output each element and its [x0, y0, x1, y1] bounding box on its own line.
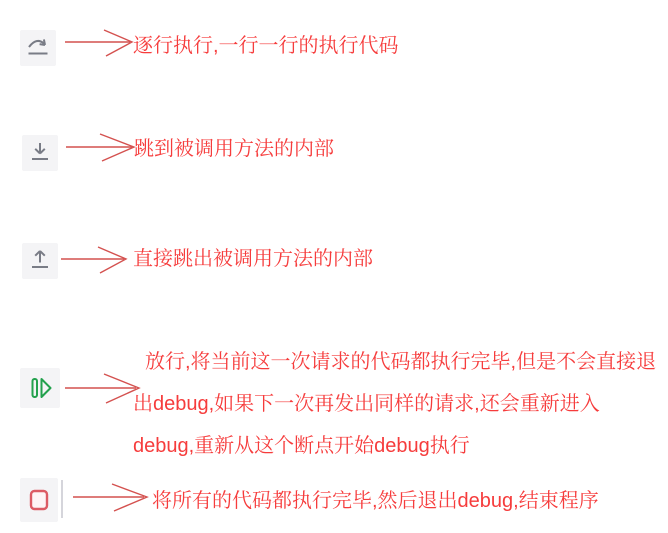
stop-label: 将所有的代码都执行完毕,然后退出debug,结束程序: [152, 490, 599, 512]
annotation-arrow: [62, 23, 138, 61]
stop-button[interactable]: [20, 478, 58, 522]
resume-icon: [20, 368, 60, 408]
annotation-arrow: [62, 128, 142, 166]
step-over-button[interactable]: [20, 30, 56, 66]
step-out-button[interactable]: [22, 243, 58, 279]
toolbar-divider: [61, 480, 63, 518]
resume-label-line-3: debug,重新从这个断点开始debug执行: [133, 435, 470, 457]
resume-label-line-1: 放行,将当前这一次请求的代码都执行完毕,但是不会直接退: [145, 351, 657, 373]
step-over-icon: [20, 30, 56, 66]
step-into-button[interactable]: [22, 135, 58, 171]
annotation-arrow: [70, 478, 154, 516]
step-over-label: 逐行执行,一行一行的执行代码: [133, 35, 399, 57]
step-out-label: 直接跳出被调用方法的内部: [133, 248, 373, 270]
stop-icon: [20, 478, 58, 522]
resume-button[interactable]: [20, 368, 60, 408]
step-into-icon: [22, 135, 58, 171]
step-out-icon: [22, 243, 58, 279]
resume-label: [133, 349, 656, 475]
annotation-arrow: [58, 240, 134, 278]
resume-label-line-2: 出debug,如果下一次再发出同样的请求,还会重新进入: [133, 393, 600, 415]
step-into-label: 跳到被调用方法的内部: [134, 138, 334, 160]
